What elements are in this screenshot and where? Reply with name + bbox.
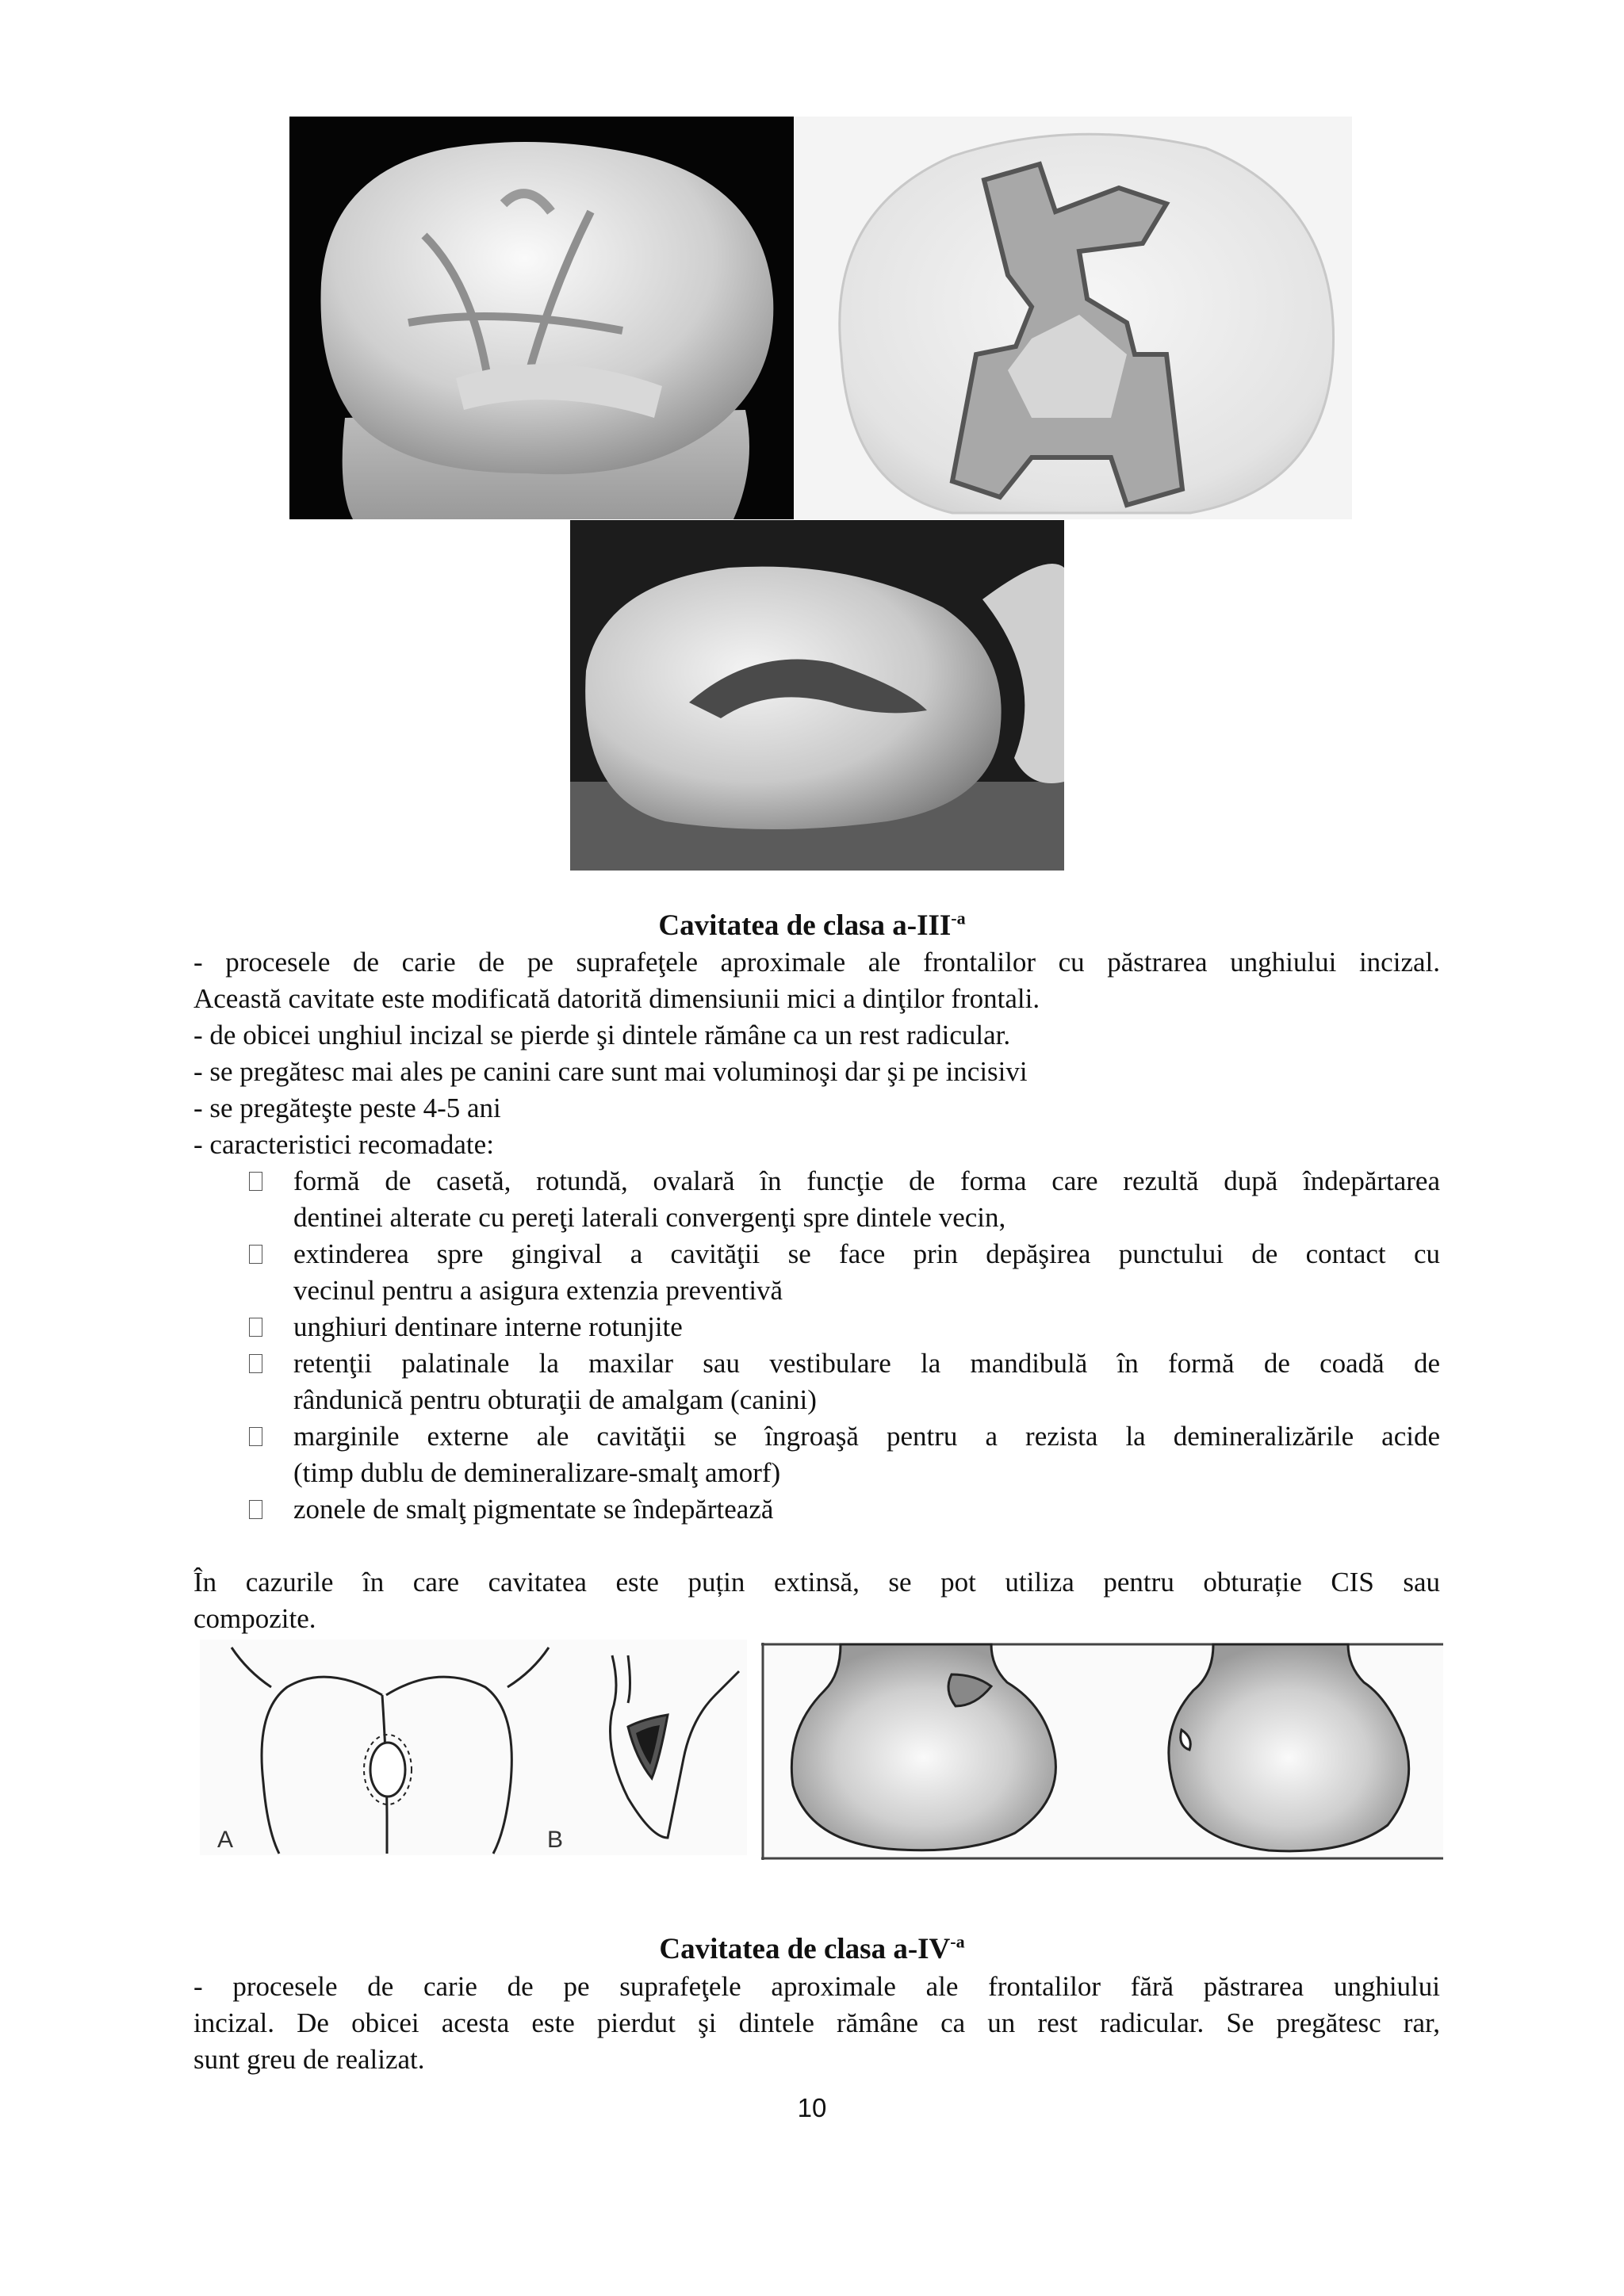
class-4-heading-text: Cavitatea de clasa a-IV xyxy=(659,1933,951,1965)
class-3-heading xyxy=(0,908,1624,944)
bullet-text: marginile externe ale cavităţii se îngroaşă pentru a rezista la demineralizările acide xyxy=(293,1421,1440,1452)
checkbox-glyph-icon xyxy=(249,1172,262,1191)
class-3-paragraph xyxy=(193,944,1440,1163)
molar-occlusal-photo xyxy=(289,117,794,519)
label-a: A xyxy=(217,1827,234,1853)
class-3-closing xyxy=(193,1564,1440,1637)
checkbox-glyph-icon xyxy=(249,1354,262,1373)
bullet-text: extinderea spre gingival a cavităţii se face prin depăşirea punctului de contact cu xyxy=(293,1238,1440,1269)
bullet-text: zonele de smalţ pigmentate se îndepărtează xyxy=(293,1494,774,1525)
bullet-text: retenţii palatinale la maxilar sau vestibulare la mandibulă în formă de coadă de xyxy=(293,1348,1440,1379)
bullet-text: unghiuri dentinare interne rotunjite xyxy=(293,1311,683,1342)
checkbox-glyph-icon xyxy=(249,1245,262,1264)
bullet-text-cont: vecinul pentru a asigura extenzia preventivă xyxy=(293,1275,783,1306)
bullet-text-cont: rândunică pentru obturaţii de amalgam (canini) xyxy=(293,1384,817,1415)
class-4-heading xyxy=(0,1931,1624,1968)
closing-line-1: În cazurile în care cavitatea este puțin extinsă, se pot utiliza pentru obturație CIS sau xyxy=(193,1567,1440,1598)
page-number: 10 xyxy=(797,2093,827,2122)
class-4-line-1: - procesele de carie de pe suprafeţele aproximale ale frontalilor fără păstrarea unghiului xyxy=(193,1971,1440,2002)
checkbox-glyph-icon xyxy=(249,1427,262,1446)
incisors-diagram-a xyxy=(200,1640,580,1855)
class-3-line-3: - de obicei unghiul incizal se pierde şi dintele rămâne ca un rest radicular. xyxy=(193,1020,1011,1050)
class-3-bullet-list xyxy=(247,1163,1440,1528)
class-3-line-4: - se pregătesc mai ales pe canini care sunt mai voluminoşi dar şi pe incisivi xyxy=(193,1056,1028,1087)
class-3-line-5: - se pregăteşte peste 4-5 ani xyxy=(193,1093,501,1123)
molar-cavity-photo xyxy=(570,520,1064,871)
class-4-line-3: sunt greu de realizat. xyxy=(193,2044,425,2075)
class-3-line-1: - procesele de carie de pe suprafeţele aproximale ale frontalilor cu păstrarea unghiului incizal. xyxy=(193,947,1440,978)
class-4-heading-sup: -a xyxy=(950,1931,965,1952)
bullet-text: formă de casetă, rotundă, ovalară în funcţie de forma care rezultă după îndepărtarea xyxy=(293,1165,1440,1196)
class-3-heading-text: Cavitatea de clasa a-III xyxy=(658,909,952,942)
bullet-item xyxy=(247,1345,1440,1418)
class-4-paragraph xyxy=(193,1969,1440,2078)
bullet-text-cont: (timp dublu de demineralizare-smalţ amorf) xyxy=(293,1457,781,1488)
checkbox-glyph-icon xyxy=(249,1318,262,1337)
class-3-line-6: - caracteristici recomadate: xyxy=(193,1129,494,1160)
palatal-views-diagram xyxy=(761,1643,1443,1860)
cavity-outline-photo xyxy=(794,117,1352,519)
class-3-heading-sup: -a xyxy=(951,908,966,928)
bullet-item xyxy=(247,1418,1440,1491)
bullet-item xyxy=(247,1163,1440,1236)
class-4-line-2: incizal. De obicei acesta este pierdut şi dintele rămâne ca un rest radicular. Se pregătesc rar, xyxy=(193,2007,1440,2038)
label-b: B xyxy=(547,1827,564,1853)
bullet-item xyxy=(247,1491,1440,1528)
bullet-text-cont: dentinei alterate cu pereţi laterali convergenţi spre dintele vecin, xyxy=(293,1202,1006,1233)
checkbox-glyph-icon xyxy=(249,1500,262,1519)
bullet-item xyxy=(247,1236,1440,1309)
class-3-line-2: Această cavitate este modificată datorită dimensiunii mici a dinţilor frontali. xyxy=(193,983,1040,1014)
bullet-item xyxy=(247,1309,1440,1345)
closing-line-2: compozite. xyxy=(193,1603,316,1634)
tooth-section-diagram-b xyxy=(580,1640,747,1855)
